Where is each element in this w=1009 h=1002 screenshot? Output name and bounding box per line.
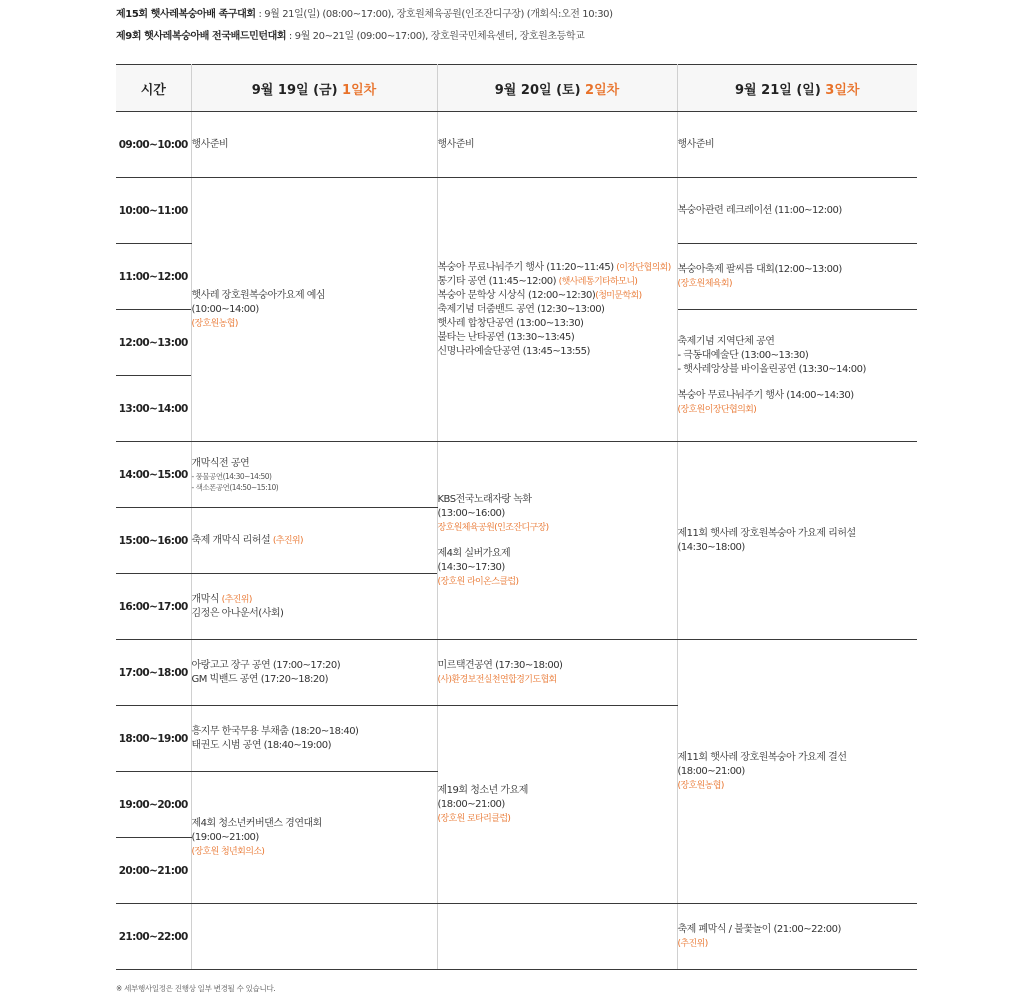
event-title: 개막식 (191, 593, 222, 605)
event-line: 흥지무 한국무용 부채춤 (18:20~18:40) (191, 725, 359, 737)
time-slot: 16:00~17:00 (116, 574, 191, 640)
event-line: 태권도 시범 공연 (18:40~19:00) (191, 739, 331, 751)
time-slot: 09:00~10:00 (116, 112, 191, 178)
day1-pre-opening-cell (191, 442, 437, 508)
day1-empty-cell (191, 904, 437, 970)
event-line (438, 345, 677, 359)
event-text: 통기타 공연 (11:45~12:00) (437, 275, 559, 287)
event-sub: - 극동대예술단 (13:00~13:30) (677, 349, 809, 361)
event-text: 햇사레 합창단공연 (13:00~13:30) (437, 317, 584, 329)
prep-text: 행사준비 (191, 138, 229, 150)
event-title: 복숭아 무료나눠주기 행사 (14:00~14:30) (677, 389, 854, 401)
day3-date: 9월 21일 (일) (735, 82, 821, 98)
event-time: (18:00~21:00) (437, 798, 505, 810)
time-slot: 14:00~15:00 (116, 442, 191, 508)
event-text: 복숭아 무료나눠주기 행사 (11:20~11:45) (437, 261, 617, 273)
day1-evening2-cell (191, 706, 437, 772)
event-text: 축제기념 더줌밴드 공연 (12:30~13:00) (437, 303, 605, 315)
event-time: (14:30~18:00) (677, 541, 745, 553)
day2-label: 2일차 (585, 82, 620, 98)
event-title: 축제기념 지역단체 공연 (677, 335, 775, 347)
event-org: (추진위) (677, 938, 708, 949)
event-sub: - 풍물공연(14:30~14:50) (191, 471, 272, 481)
event-line: GM 빅밴드 공연 (17:20~18:20) (191, 673, 329, 685)
prep-text: 행사준비 (677, 138, 715, 150)
event-title: 복숭아축제 팔씨름 대회(12:00~13:00) (677, 263, 842, 275)
prep-text: 행사준비 (437, 138, 475, 150)
day3-rehearsal-cell (677, 442, 917, 640)
spacer (678, 377, 918, 389)
note-detail: : 9월 20~21일 (09:00~17:00), 장호원국민체육센터, 장호원초등학교 (286, 31, 585, 42)
event-org: (햇사레통기타하모니) (558, 276, 638, 287)
time-header: 시간 (116, 65, 191, 112)
event-title: 개막식전 공연 (191, 457, 250, 469)
time-slot: 11:00~12:00 (116, 244, 191, 310)
event-time: (19:00~21:00) (191, 831, 259, 843)
note-title: 제9회 햇사레복숭아배 전국배드민턴대회 (116, 31, 287, 42)
day3-prep-cell (677, 112, 917, 178)
event-org: (추진위) (272, 535, 303, 546)
note-title: 제15회 햇사레복숭아배 족구대회 (116, 9, 256, 20)
day3-local-performance-cell (677, 310, 917, 442)
time-slot: 12:00~13:00 (116, 310, 191, 376)
event-sub: - 햇사레앙상블 바이올린공연 (13:30~14:00) (677, 363, 866, 375)
event-title: KBS전국노래자랑 녹화 (437, 493, 532, 505)
event-notes (116, 9, 996, 53)
day1-preliminary-cell (191, 178, 437, 442)
event-org: (장호원 라이온스클럽) (437, 576, 519, 587)
event-title: 복숭아관련 레크레이션 (11:00~12:00) (677, 204, 842, 216)
event-title: 미르택견공연 (17:30~18:00) (437, 659, 563, 671)
schedule-table (116, 64, 917, 970)
day2-afternoon-cell (437, 442, 677, 640)
event-org: (청미문학회) (595, 290, 642, 301)
time-slot: 10:00~11:00 (116, 178, 191, 244)
time-slot: 15:00~16:00 (116, 508, 191, 574)
time-slot: 13:00~14:00 (116, 376, 191, 442)
event-org: (사)환경보전실천연합경기도협회 (437, 674, 557, 685)
event-line (438, 331, 677, 345)
event-text: 불타는 난타공연 (13:30~13:45) (437, 331, 575, 343)
day3-finals-cell (677, 640, 917, 904)
day3-label: 3일차 (825, 82, 860, 98)
event-text: 신명나라예술단공연 (13:45~13:55) (437, 345, 590, 357)
event-line (438, 303, 677, 317)
event-org: (장호원농협) (677, 780, 724, 791)
event-line (438, 275, 677, 289)
event-title: 축제 개막식 리허설 (191, 534, 273, 546)
event-title: 제4회 실버가요제 (437, 547, 511, 559)
event-time: (10:00~14:00) (191, 303, 259, 315)
event-org: (장호원농협) (191, 318, 238, 329)
time-slot: 18:00~19:00 (116, 706, 191, 772)
event-time: (13:00~16:00) (437, 507, 505, 519)
day2-empty-cell (437, 904, 677, 970)
event-title: 제19회 청소년 가요제 (437, 784, 528, 796)
event-line (192, 593, 437, 607)
spacer (438, 535, 677, 547)
event-org: (장호원체육회) (677, 278, 732, 289)
day1-prep-cell (191, 112, 437, 178)
day1-evening1-cell (191, 640, 437, 706)
day1-rehearsal-cell (191, 508, 437, 574)
event-org: (이장단협의회) (616, 262, 671, 273)
event-org: (장호원이장단협의회) (677, 404, 757, 415)
day1-header (191, 65, 437, 112)
event-org: (장호원 로타리클럽) (437, 813, 511, 824)
note-foot-volleyball (116, 9, 996, 21)
footnote: ※ 세부행사일정은 진행상 일부 변경될 수 있습니다. (116, 984, 276, 993)
event-text: 복숭아 문학상 시상식 (12:00~12:30) (437, 289, 596, 301)
event-line (192, 534, 437, 548)
time-slot: 21:00~22:00 (116, 904, 191, 970)
day3-closing-cell (677, 904, 917, 970)
event-line (438, 317, 677, 331)
time-slot: 20:00~21:00 (116, 838, 191, 904)
event-title: 제11회 햇사레 장호원복숭아 가요제 리허설 (677, 527, 856, 539)
day2-date: 9월 20일 (토) (494, 82, 581, 98)
event-sub: - 색소폰공연(14:50~15:10) (191, 482, 279, 492)
event-line (438, 289, 677, 303)
event-title: 제4회 청소년커버댄스 경연대회 (191, 817, 322, 829)
day2-header (437, 65, 677, 112)
day1-opening-cell (191, 574, 437, 640)
day3-wrestling-cell (677, 244, 917, 310)
day2-mirror-cell (437, 640, 677, 706)
day2-morning-events-cell (437, 178, 677, 442)
event-time: (14:30~17:30) (437, 561, 505, 573)
time-slot: 17:00~18:00 (116, 640, 191, 706)
day2-youth-cell (437, 706, 677, 904)
time-slot: 19:00~20:00 (116, 772, 191, 838)
event-line: 아랑고고 장구 공연 (17:00~17:20) (191, 659, 341, 671)
day3-header (677, 65, 917, 112)
note-badminton (116, 31, 996, 43)
day1-date: 9월 19일 (금) (251, 82, 338, 98)
event-org: 장호원체육공원(인조잔디구장) (437, 522, 549, 533)
event-title: 축제 폐막식 / 불꽃놀이 (21:00~22:00) (677, 923, 841, 935)
day1-dance-cell (191, 772, 437, 904)
day2-prep-cell (437, 112, 677, 178)
event-title: 제11회 햇사레 장호원복숭아 가요제 결선 (677, 751, 847, 763)
event-org: (추진위) (221, 594, 252, 605)
event-title: 햇사레 장호원복숭아가요제 예심 (191, 289, 326, 301)
event-org: (장호원 청년회의소) (191, 846, 265, 857)
day3-recreation-cell (677, 178, 917, 244)
note-detail: : 9월 21일(일) (08:00~17:00), 장호원체육공원(인조잔디구장) (개회식:오전 10:30) (255, 9, 613, 20)
day1-label: 1일차 (342, 82, 377, 98)
event-line (438, 261, 677, 275)
event-host: 김정은 아나운서(사회) (191, 607, 284, 619)
event-time: (18:00~21:00) (677, 765, 745, 777)
